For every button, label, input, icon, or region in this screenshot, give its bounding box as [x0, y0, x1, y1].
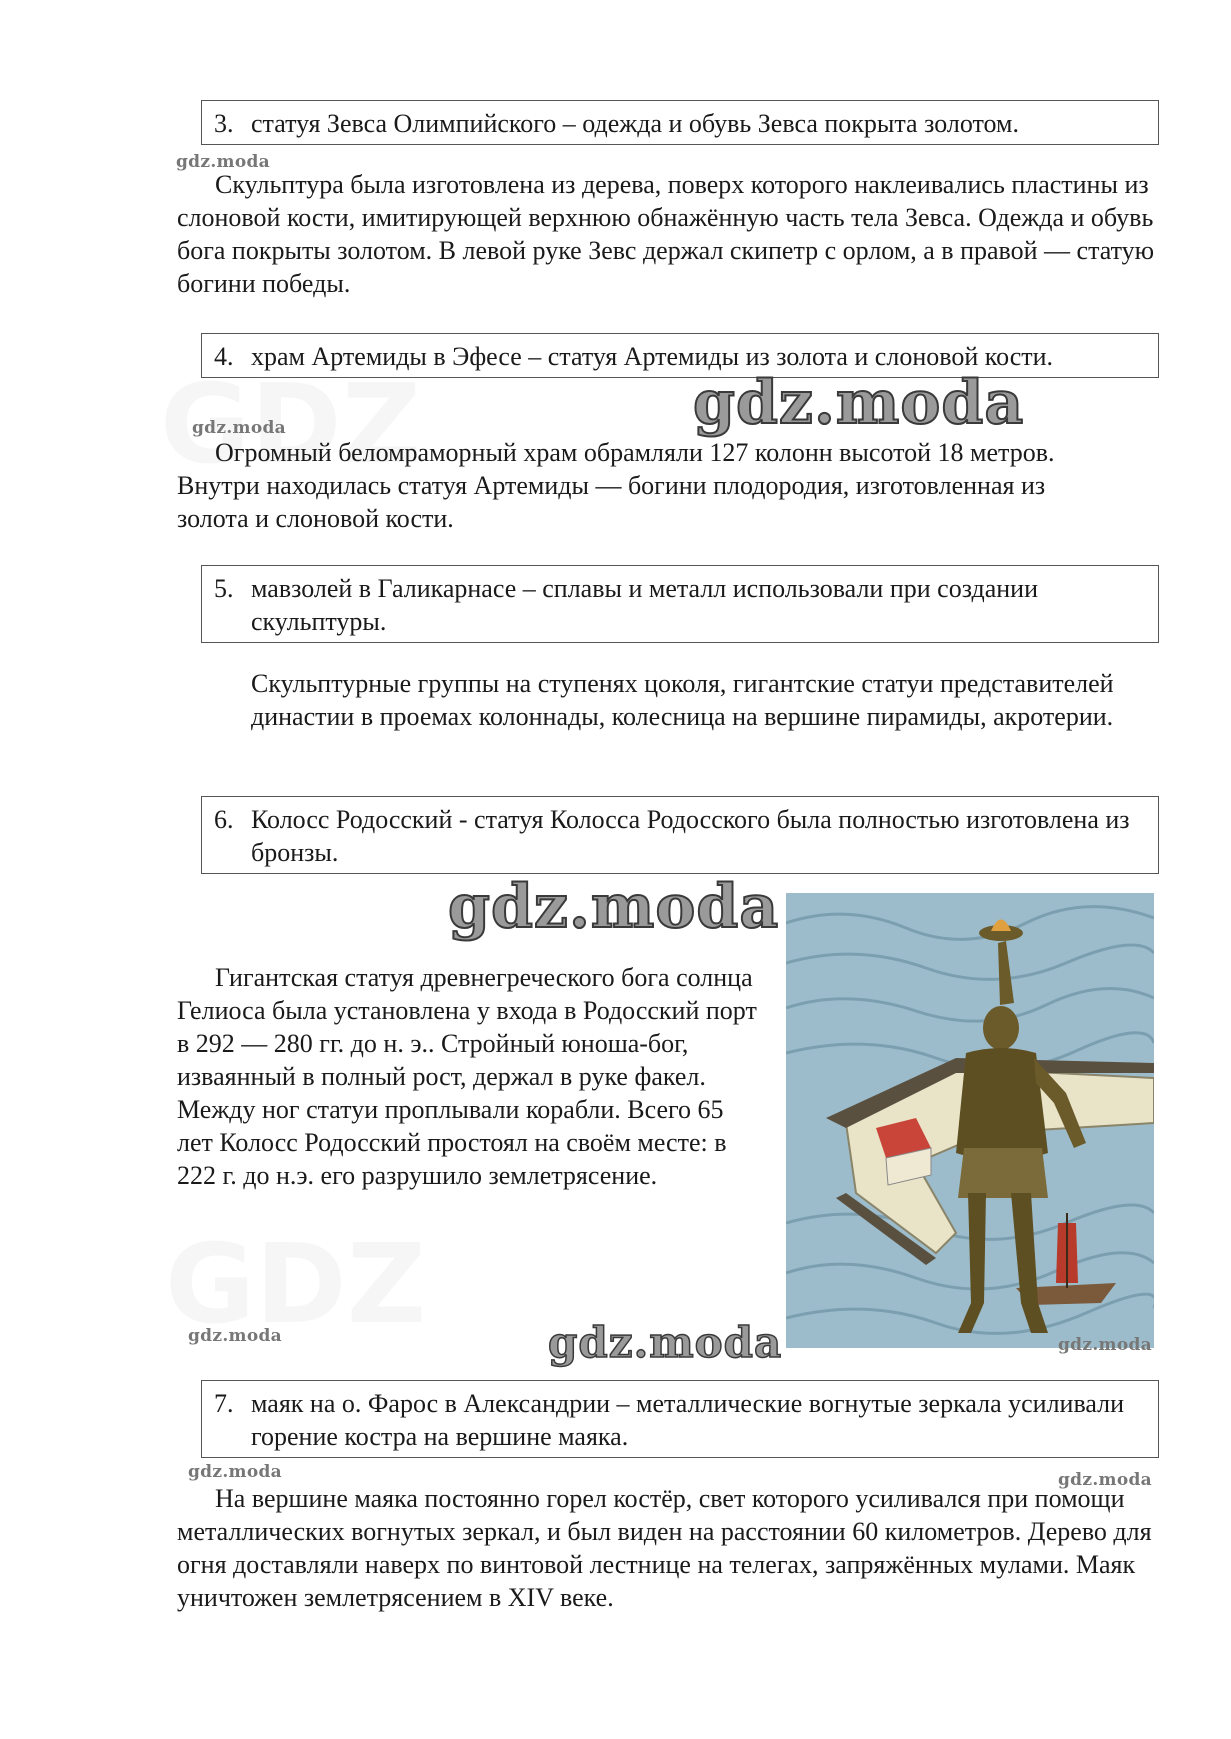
watermark-large: gdz.moda	[548, 1318, 783, 1367]
item-description: Скульптурные группы на ступенях цоколя, гигантские статуи представителей династии в проемах колоннады, колесница на вершине пирамиды, акротерии.	[251, 669, 1114, 731]
item-number: 5.	[214, 574, 234, 603]
colossus-of-rhodes-image	[786, 893, 1154, 1348]
item-description: Гигантская статуя древнегреческого бога солнца Гелиоса была установлена у входа в Родосский порт в 292 — 280 гг. до н. э.. Стройный юноша-бог, изваянный в полный рост, держал в руке факел. Между ног статуи проплывали корабли. Всего 65 лет Колосс Родосский простоял на своём месте: в 222 г. до н.э. его разрушило землетрясение.	[177, 963, 757, 1190]
watermark-small: gdz.moda	[176, 152, 270, 172]
item-description: На вершине маяка постоянно горел костёр, свет которого усиливался при помощи металлических вогнутых зеркал, и был виден на расстоянии 60 километров. Дерево для огня доставляли наверх по винтовой лестнице на телегах, запряжённых мулами. Маяк уничтожен землетрясением в XIV веке.	[177, 1484, 1152, 1612]
watermark-small: gdz.moda	[188, 1326, 282, 1346]
answer-box-3	[201, 100, 1159, 145]
watermark-small: gdz.moda	[1058, 1335, 1152, 1355]
item-title: маяк на о. Фарос в Александрии – металлические вогнутые зеркала усиливали горение костра на вершине маяка.	[251, 1389, 1125, 1451]
item-number: 4.	[214, 342, 234, 371]
item-description: Огромный беломраморный храм обрамляли 127 колонн высотой 18 метров. Внутри находилась статуя Артемиды — богини плодородия, изготовленная из золота и слоновой кости.	[177, 438, 1055, 533]
watermark-large: gdz.moda	[448, 872, 780, 942]
item-title: статуя Зевса Олимпийского – одежда и обувь Зевса покрыта золотом.	[251, 109, 1019, 138]
answer-box-6	[201, 796, 1159, 874]
item-title: мавзолей в Галикарнасе – сплавы и металл использовали при создании скульптуры.	[251, 574, 1039, 636]
item-title: Колосс Родосский - статуя Колосса Родосского была полностью изготовлена из бронзы.	[251, 805, 1130, 867]
item-number: 6.	[214, 805, 234, 834]
watermark-small: gdz.moda	[1058, 1470, 1152, 1490]
item-number: 3.	[214, 109, 234, 138]
answer-box-5	[201, 565, 1159, 643]
answer-box-7	[201, 1380, 1159, 1458]
colossus-illustration	[786, 893, 1154, 1348]
item-title: храм Артемиды в Эфесе – статуя Артемиды из золота и слоновой кости.	[251, 342, 1054, 371]
watermark-small: gdz.moda	[188, 1462, 282, 1482]
watermark-small: gdz.moda	[192, 418, 286, 438]
watermark-large: gdz.moda	[693, 368, 1025, 438]
item-description: Скульптура была изготовлена из дерева, поверх которого наклеивались пластины из слоновой кости, имитирующей верхнюю обнажённую часть тела Зевса. Одежда и обувь бога покрыты золотом. В левой руке Зевс держал скипетр с орлом, а в правой — статую богини победы.	[177, 170, 1155, 298]
item-number: 7.	[214, 1389, 234, 1418]
